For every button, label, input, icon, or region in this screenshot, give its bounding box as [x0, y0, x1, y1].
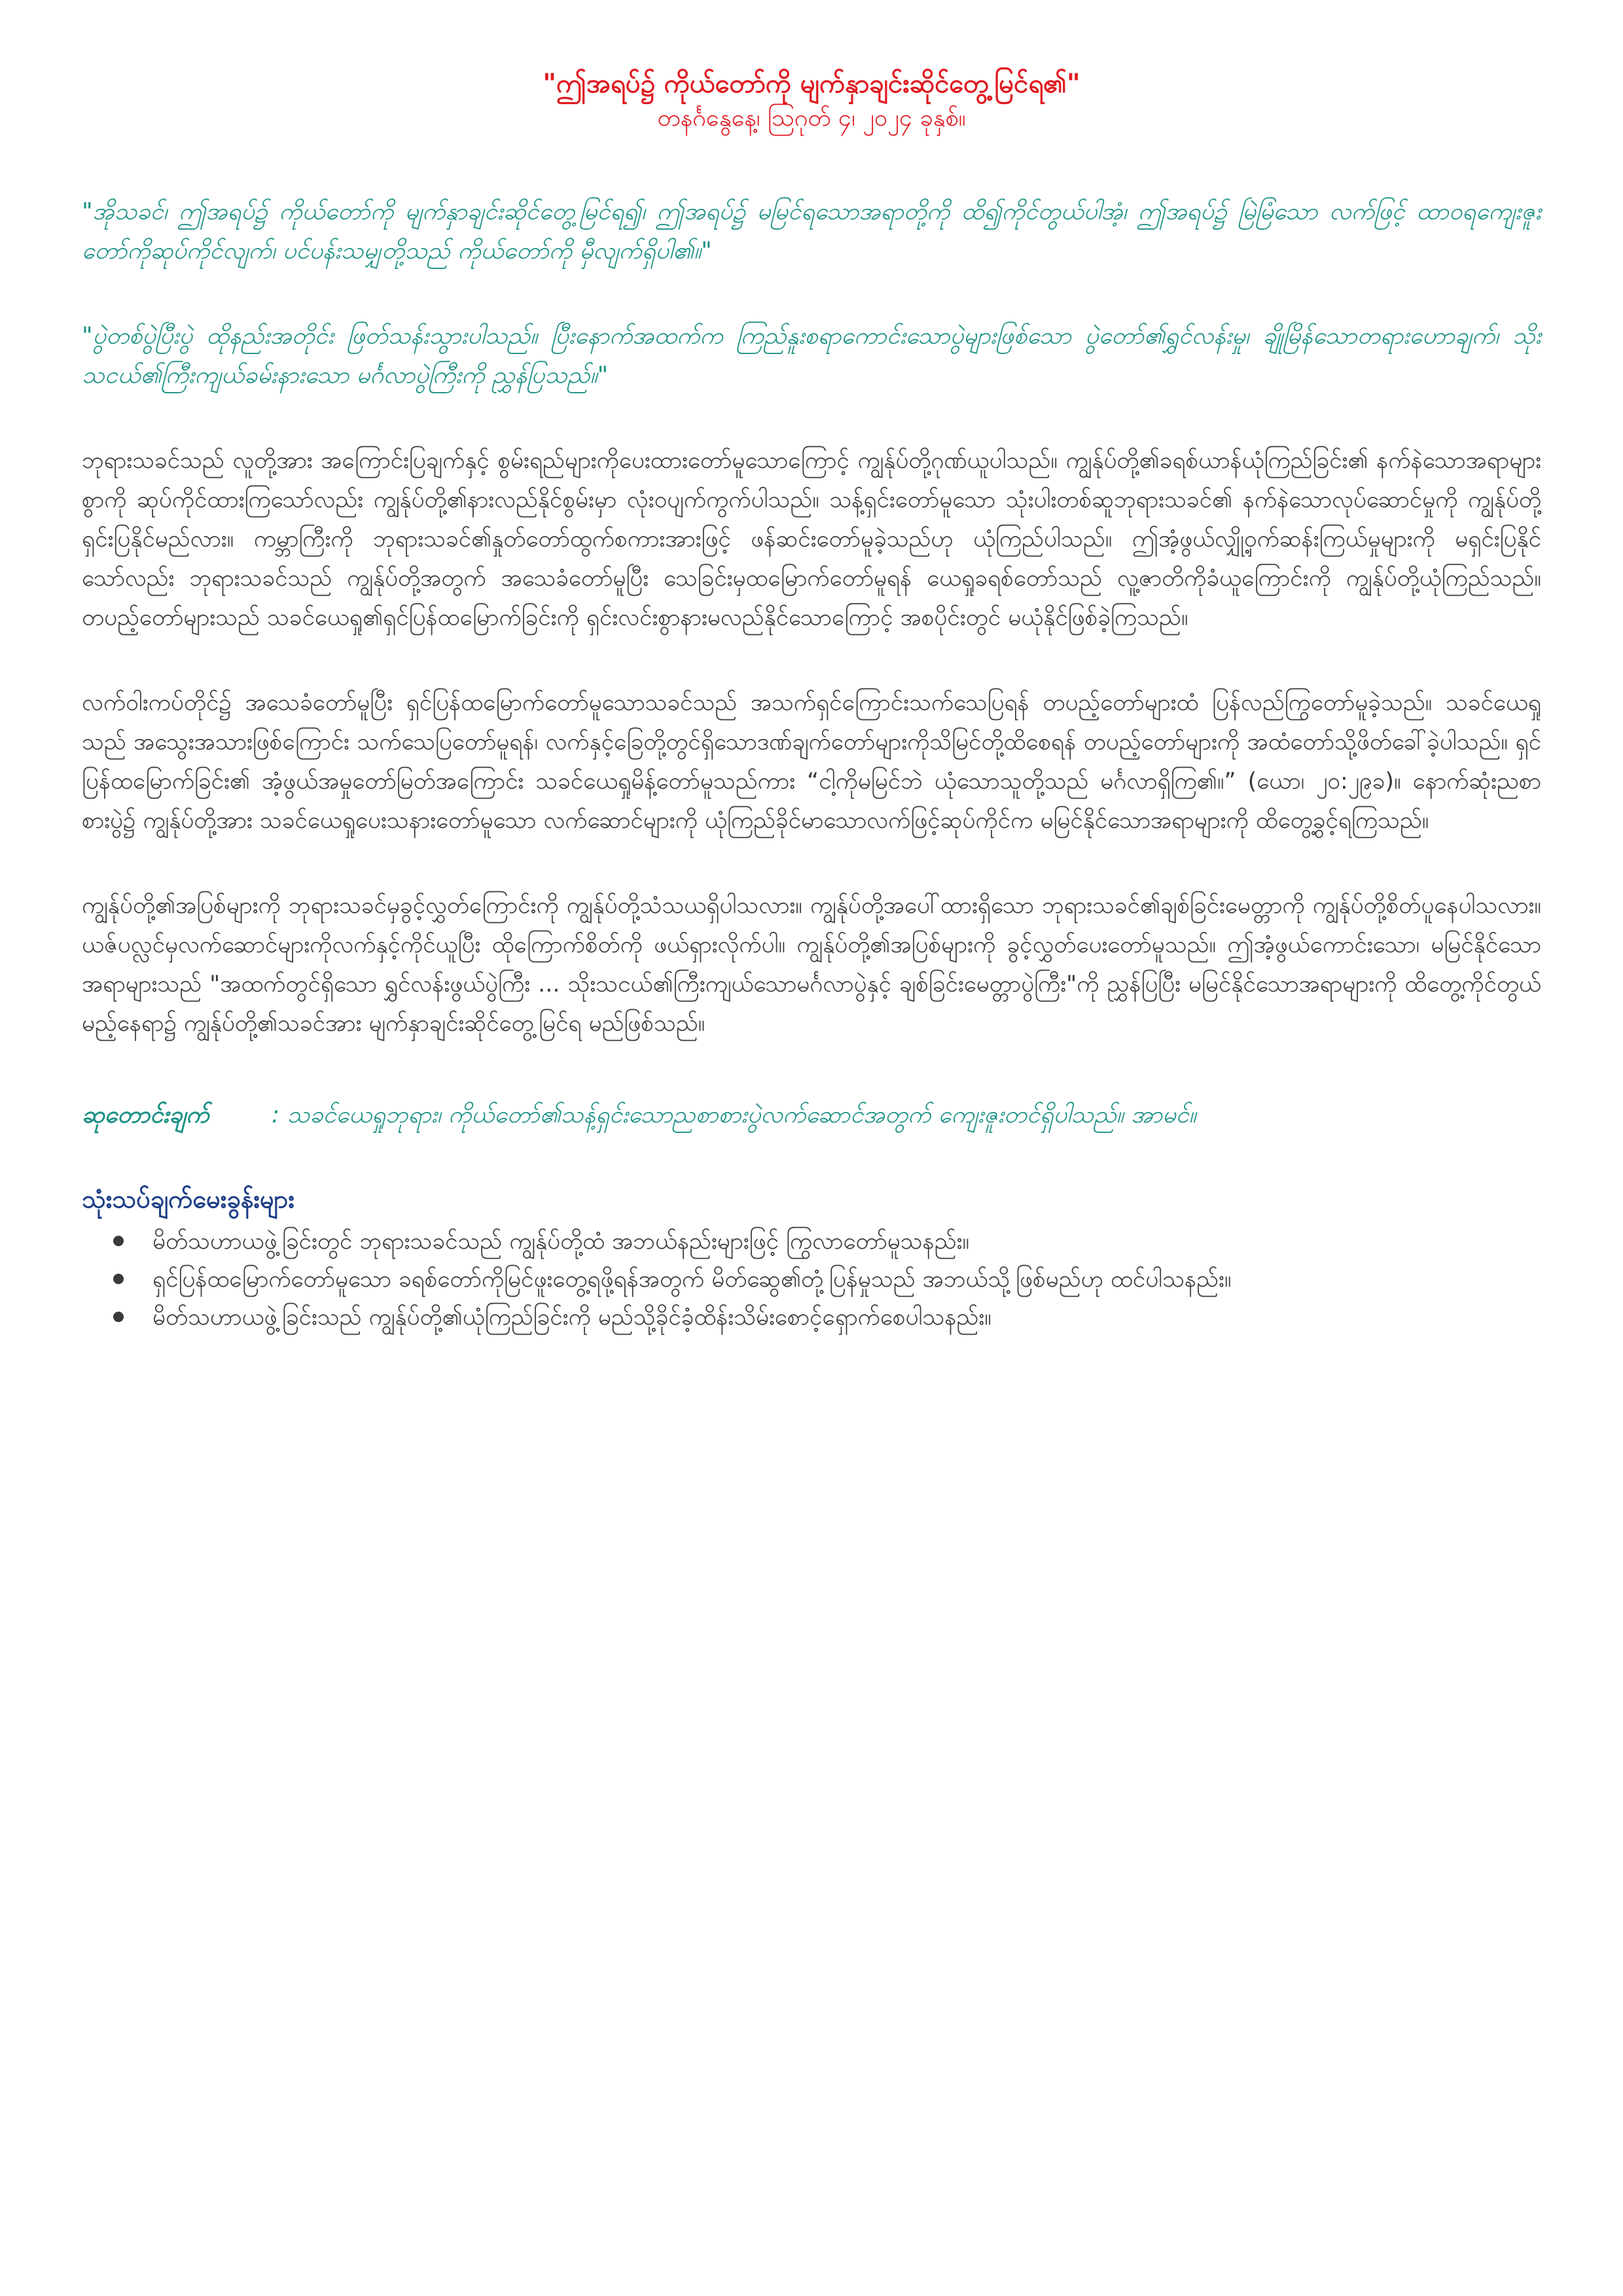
page-date: တနင်္ဂနွေနေ့၊ ဩဂုတ် ၄၊ ၂၀၂၄ ခုနှစ်။: [657, 105, 966, 132]
question-text: မိတ်သဟာယဖွဲ့ခြင်းသည် ကျွန်ုပ်တို့၏ယုံကြည်ခြင်းကို မည်သို့ခိုင်ခံ့ထိန်းသိမ်းစောင့်ရှောက်စေပါသနည်း။: [152, 1304, 991, 1331]
body-paragraph: ကျွန်ုပ်တို့၏အပြစ်များကို ဘုရားသခင်မှခွင့်လွှတ်ကြောင်းကို ကျွန်ုပ်တို့သံသယရှိပါသလား။ ကျွန်ုပ်တို့အပေါ်ထားရှိသော ဘုရားသခင်၏ချစ်ခြင်းမေတ္တာကို ကျွန်ုပ်တို့စိတ်ပူနေပါသလား။ ယဇ်ပလ္လင်မှလက်ဆောင်များကိုလက်နှင့်ကိုင်ယူပြီး ထိုကြောက်စိတ်ကို ဖယ်ရှားလိုက်ပါ။ ကျွန်ုပ်တို့၏အပြစ်များကို ခွင့်လွှတ်ပေးတော်မူသည်။ ဤအံ့ဖွယ်ကောင်းသော၊ မမြင်နိုင်သောအရာများသည် "အထက်တွင်ရှိသော ရွှင်လန်းဖွယ်ပွဲကြီး ... သိုးသငယ်၏ကြီးကျယ်သောမင်္ဂလာပွဲနှင့် ချစ်ခြင်းမေတ္တာပွဲကြီး"ကို ညွှန်ပြပြီး မမြင်နိုင်သောအရာများကို ထိတွေ့ကိုင်တွယ်မည့်နေရာ၌ ကျွန်ုပ်တို့၏သခင်အား မျက်နှာချင်းဆိုင်တွေ့မြင်ရ မည်ဖြစ်သည်။: [82, 893, 1541, 1037]
opening-quote: "အိုသခင်၊ ဤအရပ်၌ ကိုယ်တော်ကို မျက်နှာချင်းဆိုင်တွေ့မြင်ရ၍၊ ဤအရပ်၌ မမြင်ရသောအရာတို့ကို ထိ၍ကိုင်တွယ်ပါအံ့၊ ဤအရပ်၌ မြဲမြံသော လက်ဖြင့် ထာဝရကျေးဇူးတော်ကိုဆုပ်ကိုင်လျက်၊ ပင်ပန်းသမျှတို့သည် ကိုယ်တော်ကို မှီလျက်ရှိပါ၏။": [82, 198, 1541, 264]
prayer-label: ဆုတောင်းချက်: [82, 1102, 209, 1128]
bullet-icon: [113, 1236, 124, 1246]
question-text: ရှင်ပြန်ထမြောက်တော်မူသော ခရစ်တော်ကိုမြင်ဖူးတွေ့ရဖို့ရန်အတွက် မိတ်ဆွေ၏တုံ့ပြန်မှုသည် အဘယ်သို့ဖြစ်မည်ဟု ထင်ပါသနည်း။: [152, 1266, 1232, 1293]
questions-list: [82, 1223, 1541, 1336]
prayer: [82, 1096, 1541, 1135]
prayer-text: : သခင်ယေရှုဘုရား၊ ကိုယ်တော်၏သန့်ရှင်းသောညစာစားပွဲလက်ဆောင်အတွက် ကျေးဇူးတင်ရှိပါသည်။ အာမင်။: [272, 1102, 1196, 1128]
list-item: [113, 1261, 1541, 1299]
body-paragraph: လက်ဝါးကပ်တိုင်၌ အသေခံတော်မူပြီး ရှင်ပြန်ထမြောက်တော်မူသောသခင်သည် အသက်ရှင်ကြောင်းသက်သေပြရန် တပည့်တော်များထံ ပြန်လည်ကြွတော်မူခဲ့သည်။ သခင်ယေရှုသည် အသွေးအသားဖြစ်ကြောင်း သက်သေပြတော်မူရန်၊ လက်နှင့်ခြေတို့တွင်ရှိသောဒဏ်ချက်တော်များကိုသိမြင်တို့ထိစေရန် တပည့်တော်များကို အထံတော်သို့ဖိတ်ခေါ်ခဲ့ပါသည်။ ရှင်ပြန်ထမြောက်ခြင်း၏ အံ့ဖွယ်အမှုတော်မြတ်အကြောင်း သခင်ယေရှုမိန့်တော်မူသည်ကား “ငါ့ကိုမမြင်ဘဲ ယုံသောသူတို့သည် မင်္ဂလာရှိကြ၏။” (ယော၊ ၂၀:၂၉ခ)။ နောက်ဆုံးညစာစားပွဲ၌ ကျွန်ုပ်တို့အား သခင်ယေရှုပေးသနားတော်မူသော လက်ဆောင်များကို ယုံကြည်ခိုင်မာသောလက်ဖြင့်ဆုပ်ကိုင်က မမြင်နိုင်သောအရာများကို ထိတွေ့ခွင့်ရကြသည်။: [82, 690, 1541, 834]
body-paragraph: ဘုရားသခင်သည် လူတို့အား အကြောင်းပြချက်နှင့် စွမ်းရည်များကိုပေးထားတော်မူသောကြောင့် ကျွန်ုပ်တို့ဂုဏ်ယူပါသည်။ ကျွန်ုပ်တို့၏ခရစ်ယာန်ယုံကြည်ခြင်း၏ နက်နဲသောအရာများစွာကို ဆုပ်ကိုင်ထားကြသော်လည်း ကျွန်ုပ်တို့၏နားလည်နိုင်စွမ်းမှာ လုံးဝပျက်ကွက်ပါသည်။ သန့်ရှင်းတော်မူသော သုံးပါးတစ်ဆူဘုရားသခင်၏ နက်နဲသောလုပ်ဆောင်မှုကို ကျွန်ုပ်တို့ရှင်းပြနိုင်မည်လား။ ကမ္ဘာကြီးကို ဘုရားသခင်၏နှုတ်တော်ထွက်စကားအားဖြင့် ဖန်ဆင်းတော်မူခဲ့သည်ဟု ယုံကြည်ပါသည်။ ဤအံ့ဖွယ်လျှို့ဝှက်ဆန်းကြယ်မှုများကို မရှင်းပြနိုင်သော်လည်း ဘုရားသခင်သည် ကျွန်ုပ်တို့အတွက် အသေခံတော်မူပြီး သေခြင်းမှထမြောက်တော်မူရန် ယေရှုခရစ်တော်သည် လူ့ဇာတိကိုခံယူကြောင်းကို ကျွန်ုပ်တို့ယုံကြည်သည်။ တပည့်တော်များသည် သခင်ယေရှု၏ရှင်ပြန်ထမြောက်ခြင်းကို ရှင်းလင်းစွာနားမလည်နိုင်သောကြောင့် အစပိုင်းတွင် မယုံနိုင်ဖြစ်ခဲ့ကြသည်။: [82, 448, 1541, 631]
questions-title: သုံးသပ်ချက်မေးခွန်းများ: [82, 1185, 295, 1213]
header: [82, 65, 1541, 135]
list-item: [113, 1299, 1541, 1336]
second-quote: "ပွဲတစ်ပွဲပြီးပွဲ ထိုနည်းအတိုင်း ဖြတ်သန်းသွားပါသည်။ ပြီးနောက်အထက်က ကြည်နူးစရာကောင်းသောပွဲများဖြစ်သော ပွဲတော်၏ရွှင်လန်းမှု၊ ချိုမြိန်သောတရားဟောချက်၊ သိုးသငယ်၏ကြီးကျယ်ခမ်းနားသော မင်္ဂလာပွဲကြီးကို ညွှန်ပြသည်။": [82, 323, 1541, 389]
bullet-icon: [113, 1274, 124, 1284]
page-title: "ဤအရပ်၌ ကိုယ်တော်ကို မျက်နှာချင်းဆိုင်တွေ့မြင်ရ၏": [543, 69, 1080, 99]
question-text: မိတ်သဟာယဖွဲ့ခြင်းတွင် ဘုရားသခင်သည် ကျွန်ုပ်တို့ထံ အဘယ်နည်းများဖြင့် ကြွလာတော်မူသနည်း။: [152, 1229, 970, 1255]
bullet-icon: [113, 1312, 124, 1322]
list-item: [113, 1223, 1541, 1261]
